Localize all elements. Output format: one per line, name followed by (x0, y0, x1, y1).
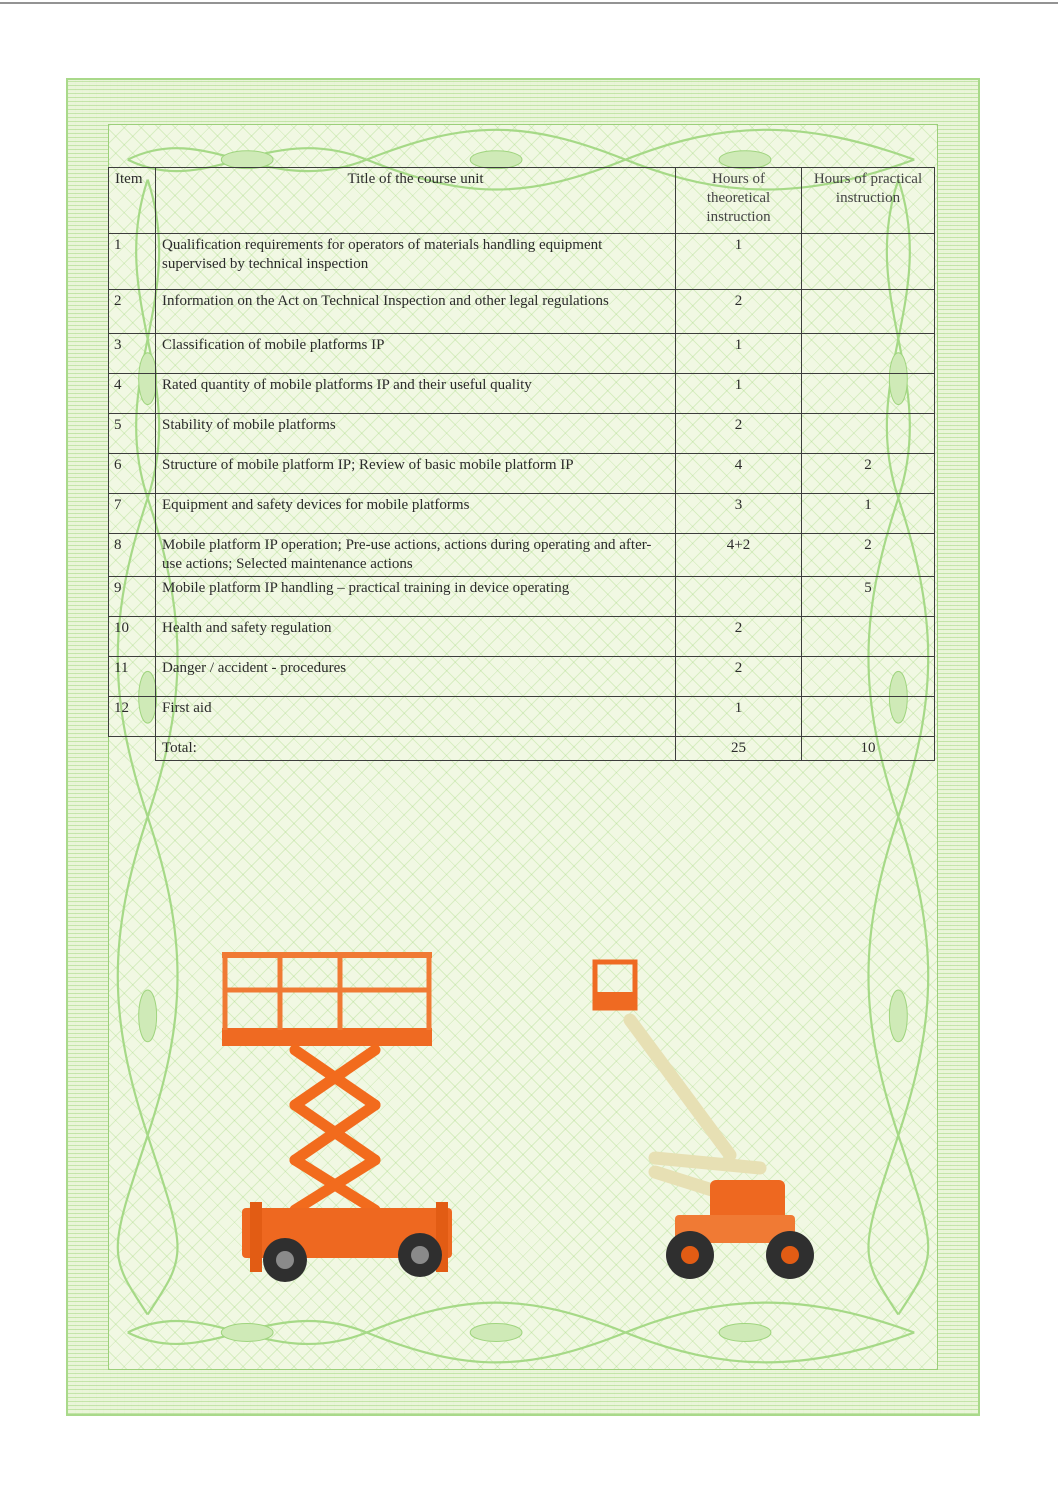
row-item-number: 8 (109, 534, 156, 577)
row-theoretical-hours: 1 (676, 374, 802, 414)
table-row (109, 577, 935, 617)
total-label: Total: (156, 737, 676, 761)
mobile-platforms-illustration (190, 940, 850, 1300)
table-row (109, 334, 935, 374)
header-theoretical-hours: Hours of theoretical instruction (676, 168, 802, 234)
row-theoretical-hours: 4 (676, 454, 802, 494)
row-item-number: 9 (109, 577, 156, 617)
row-theoretical-hours: 1 (676, 334, 802, 374)
total-empty-cell (109, 737, 156, 761)
row-theoretical-hours: 2 (676, 617, 802, 657)
row-theoretical-hours: 1 (676, 234, 802, 290)
row-practical-hours (802, 697, 935, 737)
row-course-title: Mobile platform IP handling – practical training in device operating (156, 577, 676, 617)
row-practical-hours (802, 374, 935, 414)
row-practical-hours (802, 334, 935, 374)
row-course-title: Qualification requirements for operators of materials handling equipment supervised by technical inspection (156, 234, 676, 290)
row-theoretical-hours: 2 (676, 414, 802, 454)
row-course-title: Stability of mobile platforms (156, 414, 676, 454)
scissor-lift-image (222, 952, 452, 1282)
header-practical-hours: Hours of practical instruction (802, 168, 935, 234)
header-title: Title of the course unit (156, 168, 676, 234)
row-course-title: Danger / accident - procedures (156, 657, 676, 697)
row-theoretical-hours: 2 (676, 290, 802, 334)
page-top-edge (0, 2, 1058, 4)
table-row (109, 454, 935, 494)
row-item-number: 4 (109, 374, 156, 414)
table-row (109, 617, 935, 657)
row-item-number: 3 (109, 334, 156, 374)
row-practical-hours: 2 (802, 454, 935, 494)
total-practical-hours: 10 (802, 737, 935, 761)
row-practical-hours: 2 (802, 534, 935, 577)
row-course-title: Classification of mobile platforms IP (156, 334, 676, 374)
row-theoretical-hours: 4+2 (676, 534, 802, 577)
total-theoretical-hours: 25 (676, 737, 802, 761)
row-item-number: 6 (109, 454, 156, 494)
row-theoretical-hours: 1 (676, 697, 802, 737)
row-course-title: First aid (156, 697, 676, 737)
table-row (109, 234, 935, 290)
row-course-title: Health and safety regulation (156, 617, 676, 657)
row-item-number: 5 (109, 414, 156, 454)
course-units-table (108, 167, 935, 761)
header-item: Item (109, 168, 156, 234)
table-row (109, 534, 935, 577)
row-item-number: 1 (109, 234, 156, 290)
row-item-number: 2 (109, 290, 156, 334)
row-practical-hours (802, 414, 935, 454)
row-practical-hours (802, 617, 935, 657)
row-practical-hours (802, 234, 935, 290)
table-row (109, 494, 935, 534)
row-practical-hours (802, 657, 935, 697)
row-theoretical-hours (676, 577, 802, 617)
table-row (109, 657, 935, 697)
row-practical-hours: 5 (802, 577, 935, 617)
row-course-title: Equipment and safety devices for mobile platforms (156, 494, 676, 534)
row-item-number: 11 (109, 657, 156, 697)
table-row (109, 290, 935, 334)
row-course-title: Rated quantity of mobile platforms IP and their useful quality (156, 374, 676, 414)
table-row (109, 414, 935, 454)
table-row (109, 374, 935, 414)
row-theoretical-hours: 2 (676, 657, 802, 697)
row-item-number: 12 (109, 697, 156, 737)
row-course-title: Information on the Act on Technical Inspection and other legal regulations (156, 290, 676, 334)
table-header-row (109, 168, 935, 234)
row-item-number: 7 (109, 494, 156, 534)
table-row (109, 697, 935, 737)
row-item-number: 10 (109, 617, 156, 657)
total-row (109, 737, 935, 761)
row-practical-hours: 1 (802, 494, 935, 534)
boom-lift-image (595, 962, 814, 1279)
row-course-title: Structure of mobile platform IP; Review of basic mobile platform IP (156, 454, 676, 494)
row-theoretical-hours: 3 (676, 494, 802, 534)
row-course-title: Mobile platform IP operation; Pre-use actions, actions during operating and after-use actions; Selected maintenance actions (156, 534, 676, 577)
row-practical-hours (802, 290, 935, 334)
